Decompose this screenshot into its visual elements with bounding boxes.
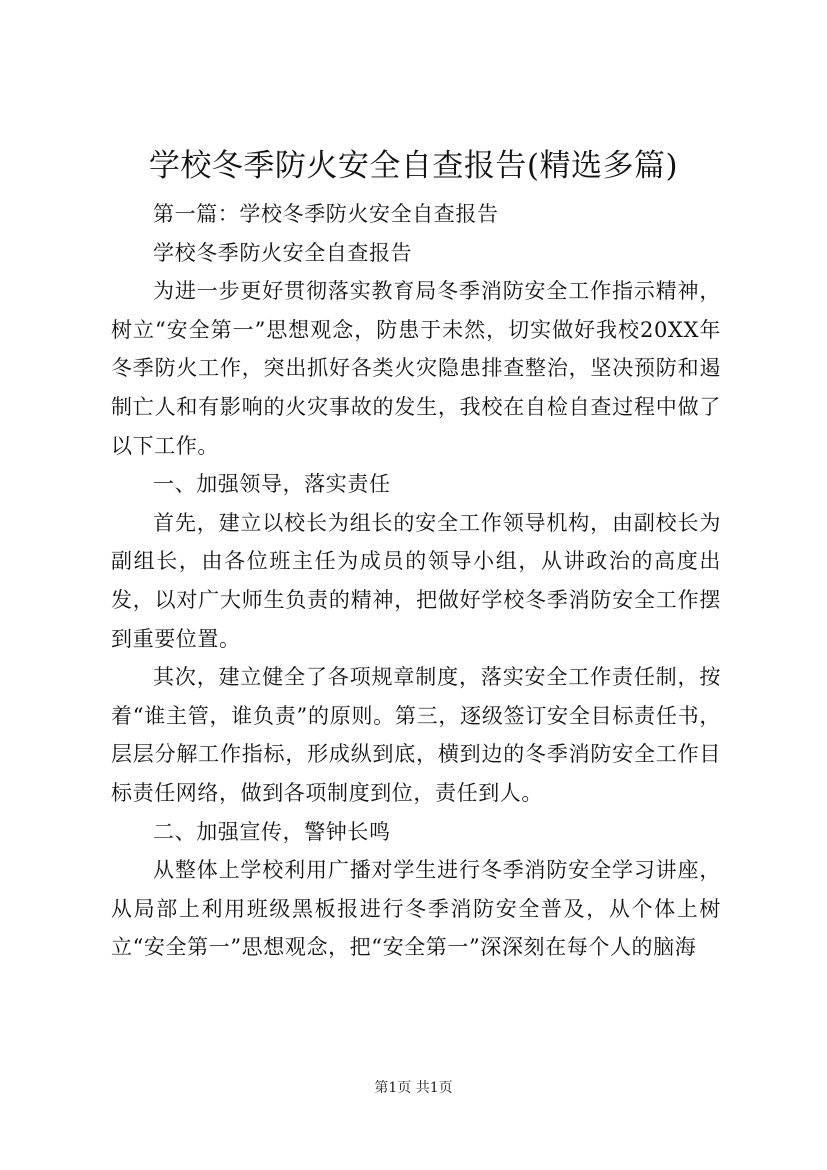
section-heading-1: 第一篇：学校冬季防火安全自查报告: [153, 202, 499, 226]
document-body: [111, 195, 721, 967]
subheading-leadership: 一、加强领导，落实责任: [153, 472, 391, 497]
paragraph-publicity: 从整体上学校利用广播对学生进行冬季消防安全学习讲座，从局部上利用班级黑板报进行冬季消防安全普及，从个体上树立“安全第一”思想观念，把“安全第一”深深刻在每个人的脑海: [111, 858, 721, 960]
intro-paragraph: 为进一步更好贯彻落实教育局冬季消防安全工作指示精神，树立“安全第一”思想观念，防患于未然，切实做好我校20XX年冬季防火工作，突出抓好各类火灾隐患排查整治，坚决预防和遏制亡人和有影响的火灾事故的发生，我校在自检自查过程中做了以下工作。: [111, 279, 721, 458]
paragraph-regulations: 其次，建立健全了各项规章制度，落实安全工作责任制，按着“谁主管，谁负责”的原则。第三，逐级签订安全目标责任书，层层分解工作指标，形成纵到底，横到边的冬季消防安全工作目标责任网络，做到各项制度到位，责任到人。: [111, 665, 721, 805]
paragraph-leadership: 首先，建立以校长为组长的安全工作领导机构，由副校长为副组长，由各位班主任为成员的领导小组，从讲政治的高度出发，以对广大师生负责的精神，把做好学校冬季消防安全工作摆到重要位置。: [111, 510, 721, 651]
document-title: 学校冬季防火安全自查报告(精选多篇): [148, 148, 679, 184]
page-footer: [0, 1078, 827, 1098]
page-number: 第1页 共1页: [374, 1080, 453, 1096]
report-subtitle: 学校冬季防火安全自查报告: [153, 240, 413, 265]
subheading-publicity: 二、加强宣传，警钟长鸣: [153, 819, 391, 844]
